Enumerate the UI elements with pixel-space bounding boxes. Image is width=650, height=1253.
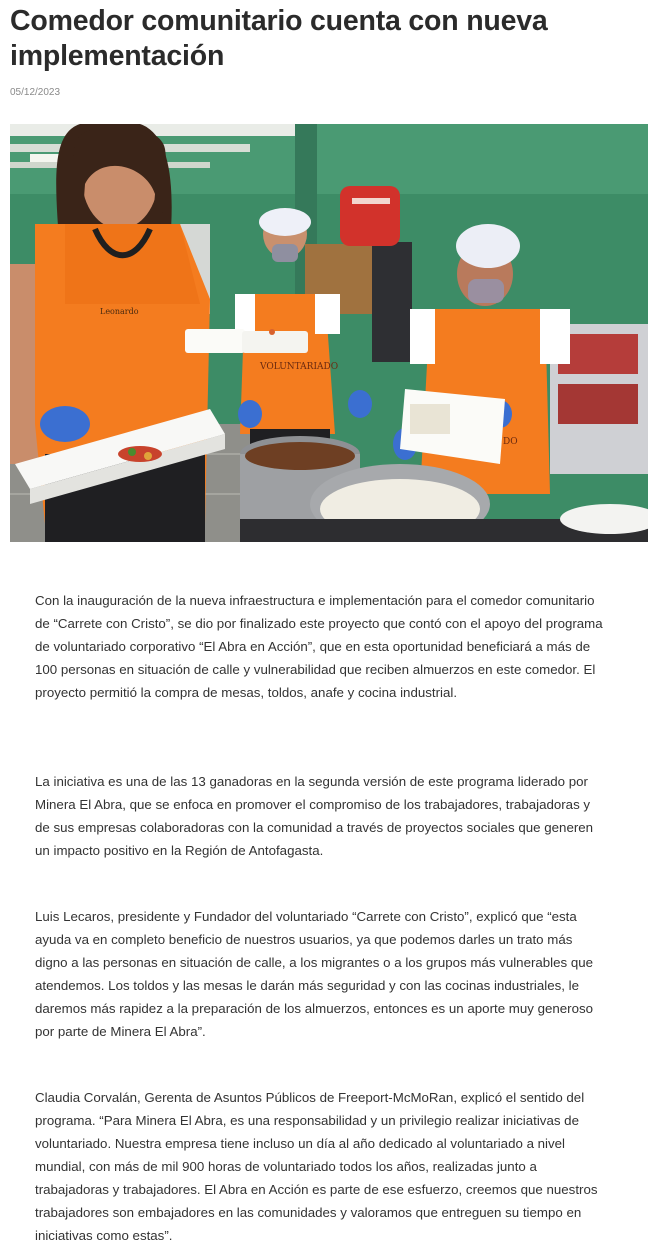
paragraph-4: Claudia Corvalán, Gerenta de Asuntos Públicos de Freeport-McMoRan, explicó el sentido del programa. “Para Minera El Abra, es una responsabilidad y un privilegio realizar iniciativas de voluntariado. Nuestra empresa tiene incluso un día al año dedicado al voluntariado a nivel mundial, con más de mil 900 horas de voluntariado todos los años, realizadas junto a trabajadoras y trabajadores. El Abra en Acción es parte de ese esfuerzo, creemos que nuestros trabajadores son embajadores en las comunidades y valoramos que entreguen su tiempo en iniciativas como estas”. <box>35 1090 598 1243</box>
red-bag <box>340 186 400 246</box>
svg-text:Leonardo: Leonardo <box>100 307 139 316</box>
publish-date: 05/12/2023 <box>10 87 61 98</box>
blue-glove <box>40 406 90 442</box>
article-title: Comedor comunitario cuenta con nueva implementación <box>10 5 548 72</box>
paragraph-1: Con la inauguración de la nueva infraestructura e implementación para el comedor comunitario de “Carrete con Cristo”, se dio por finalizado este proyecto que contó con el apoyo del programa de voluntariado corporativo “El Abra en Acción”, que en esta oportunidad beneficiará a más de 100 personas en situación de calle y vulnerabilidad que reciben almuerzos en este comedor. El proyecto permitió la compra de mesas, toldos, anafe y cocina industrial. <box>35 593 603 700</box>
paragraph-2: La iniciativa es una de las 13 ganadoras en la segunda versión de este programa liderado por Minera El Abra, que se enfoca en promover el compromiso de los trabajadores, trabajadoras y de sus empresas colaboradoras con la comunidad a través de proyectos sociales que generen un impacto positivo en la Región de Antofagasta. <box>35 774 594 858</box>
svg-text:DO: DO <box>503 437 518 447</box>
volunteers-photo-illustration <box>10 124 648 542</box>
food-tray-center <box>185 329 308 353</box>
article-photo <box>10 124 648 542</box>
paragraph-3: Luis Lecaros, presidente y Fundador del voluntariado “Carrete con Cristo”, explicó que “esta ayuda va en completo beneficio de nuestros usuarios, ya que podemos darles un trato más digno a las personas en situación de calle, a los migrantes o a los grupos más vulnerables que atendemos. Los toldos y las mesas le darán más seguridad y con las cocinas industriales, le daremos más rapidez a la preparación de los almuerzos, entonces es un aporte muy generoso por parte de Minera El Abra”. <box>35 909 594 1039</box>
svg-text:VOLUNTARIADO: VOLUNTARIADO <box>260 362 339 372</box>
